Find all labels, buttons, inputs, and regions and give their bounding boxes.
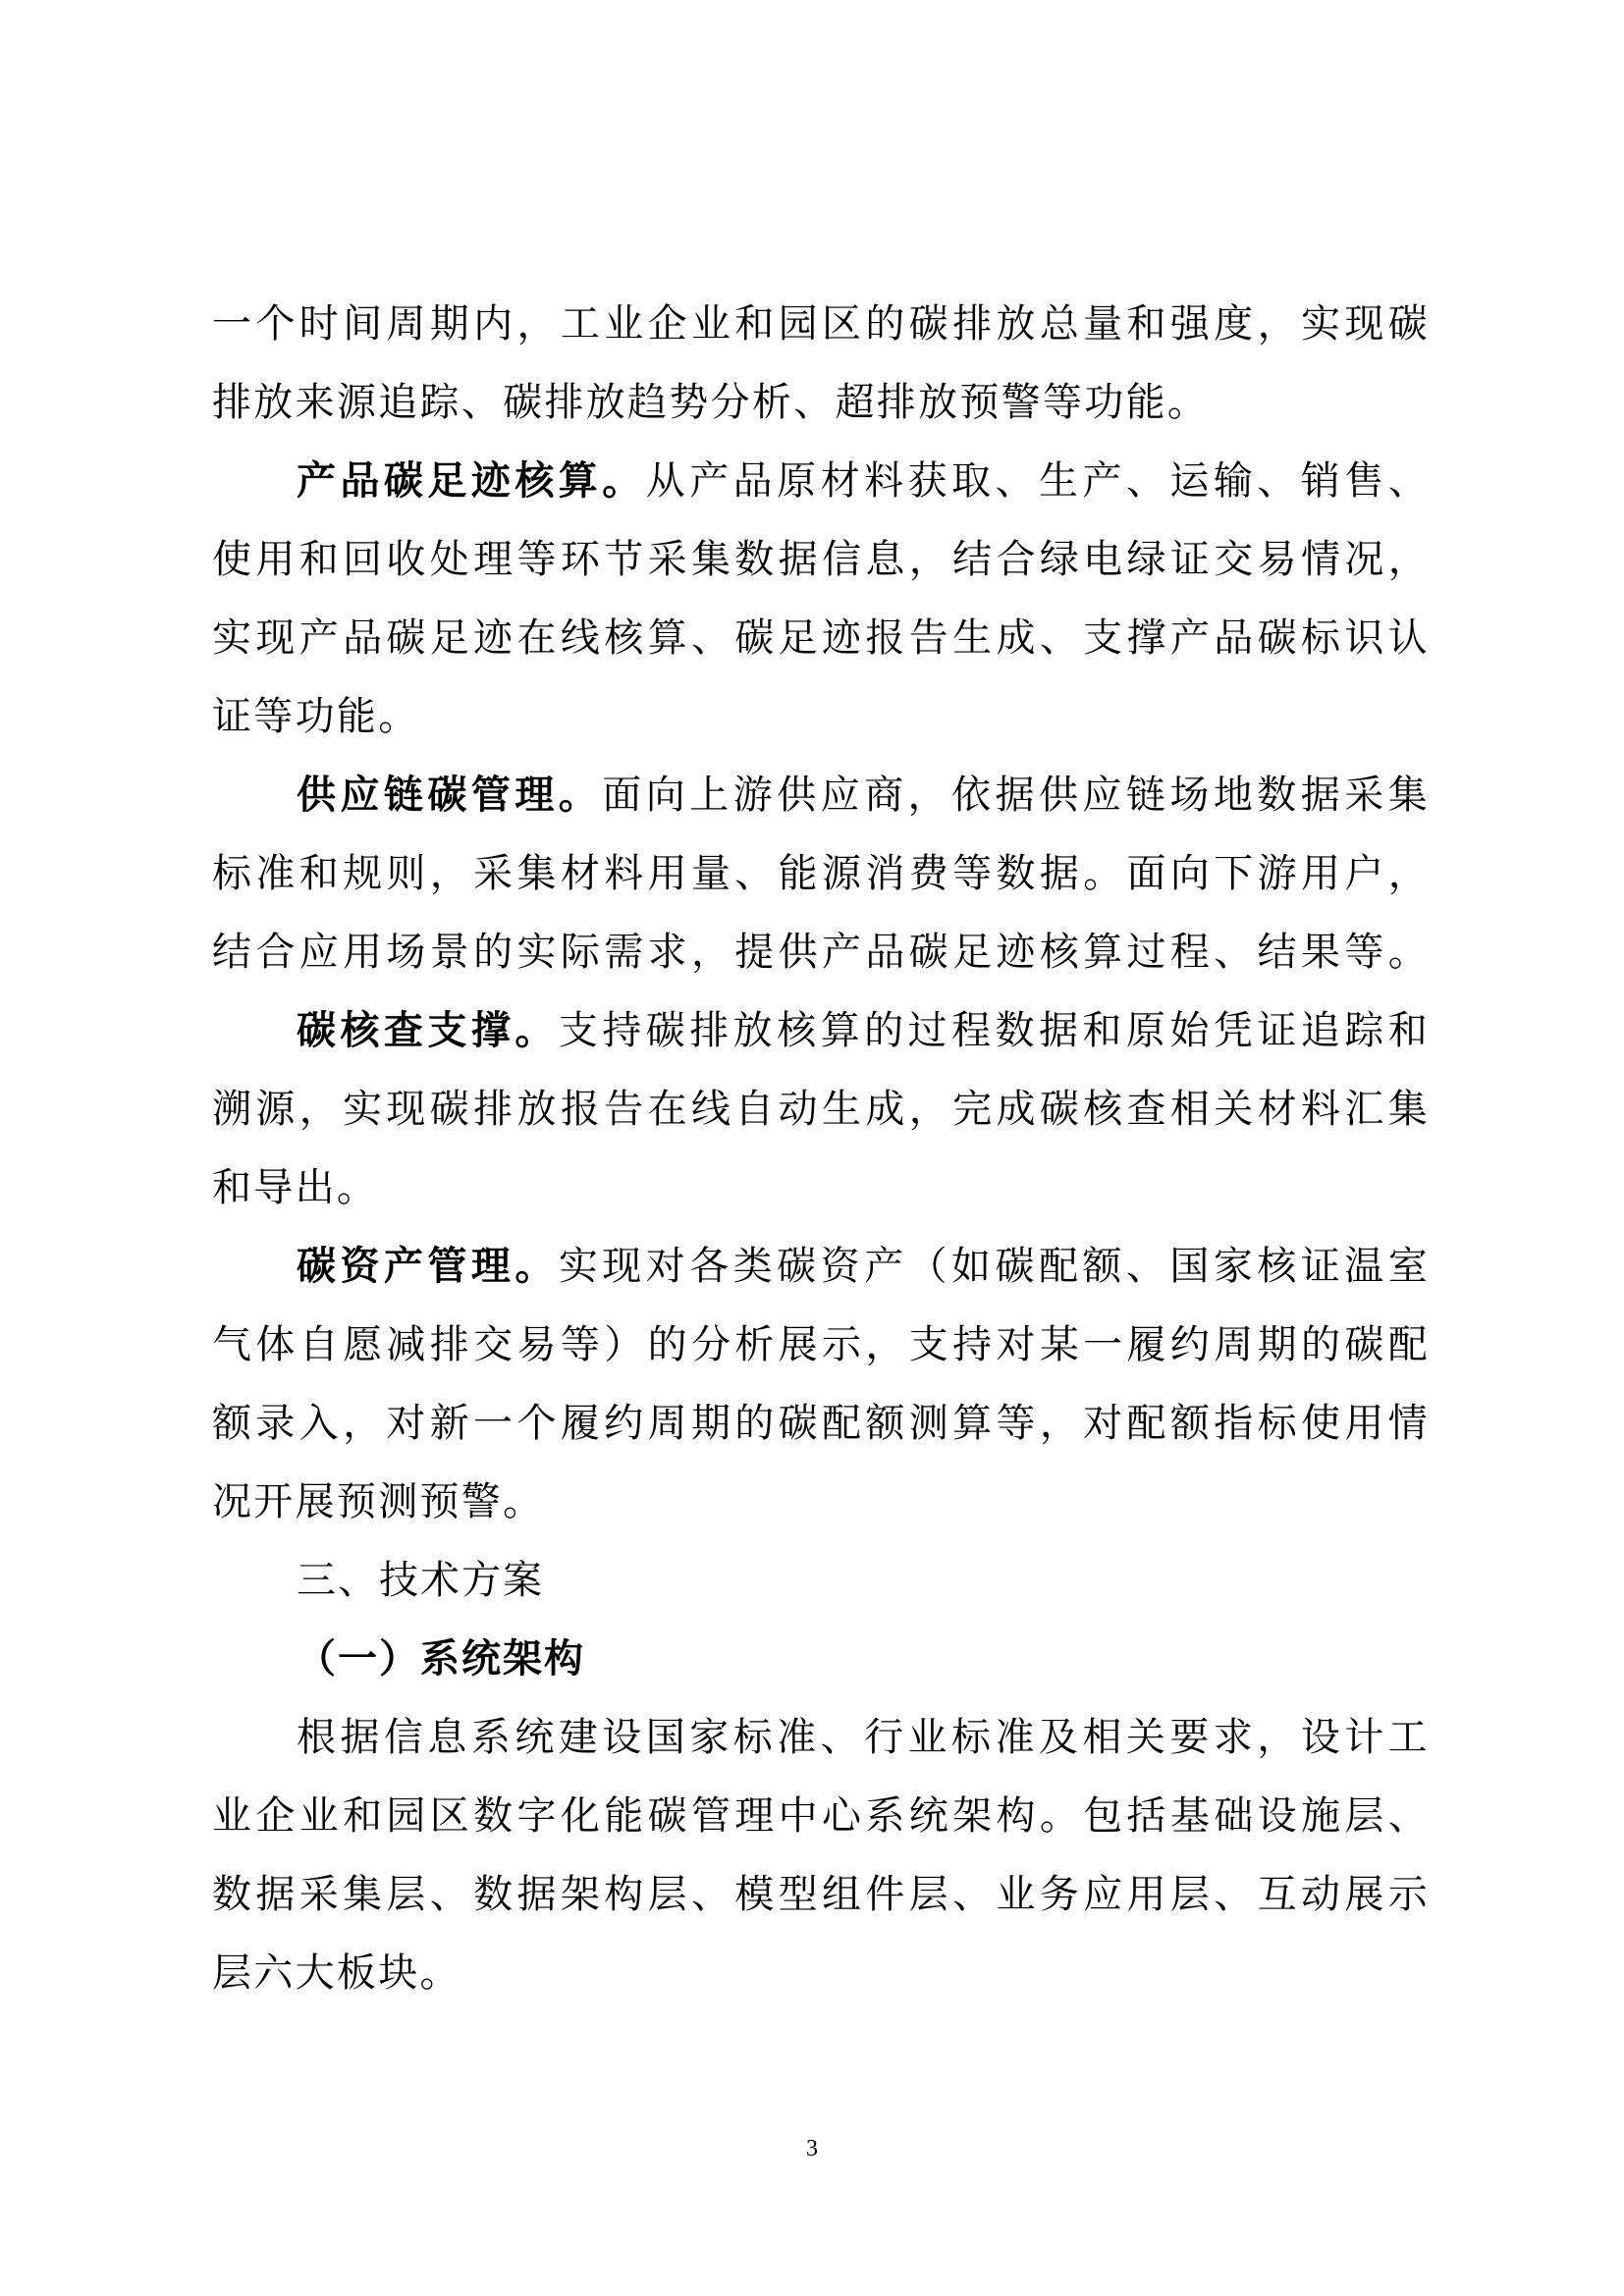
paragraph-lead: 碳核查支撑。 (297, 1007, 559, 1053)
paragraph-carbon-verification (212, 991, 1430, 1227)
paragraph-supply-chain-carbon (212, 756, 1430, 991)
text-line (212, 756, 1430, 834)
text-line: 排放来源追踪、碳排放趋势分析、超排放预警等功能。 (212, 380, 1210, 425)
text-line: 和导出。 (212, 1165, 379, 1210)
text-line: 溯源，实现碳排放报告在线自动生成，完成碳核查相关材料汇集 (212, 1087, 1430, 1132)
paragraph-lead: 碳资产管理。 (297, 1243, 559, 1289)
text-line: 结合应用场景的实际需求，提供产品碳足迹核算过程、结果等。 (212, 930, 1430, 975)
subsection-heading: （一）系统架构 (297, 1635, 585, 1682)
text-line (212, 442, 1430, 520)
text-line (212, 1227, 1430, 1306)
text-line: 使用和回收处理等环节采集数据信息，结合绿电绿证交易情况， (212, 537, 1430, 582)
paragraph-text: 实现对各类碳资产（如碳配额、国家核证温室 (558, 1244, 1430, 1289)
paragraph-lead: 产品碳足迹核算。 (297, 457, 646, 504)
text-line: 层六大板块。 (212, 1950, 461, 1996)
text-line: 标准和规则，采集材料用量、能源消费等数据。面向下游用户， (212, 851, 1430, 896)
text-line: 业企业和园区数字化能碳管理中心系统架构。包括基础设施层、 (212, 1793, 1430, 1839)
text-line: 数据采集层、数据架构层、模型组件层、业务应用层、互动展示 (212, 1872, 1430, 1917)
paragraph-lead: 供应链碳管理。 (297, 772, 603, 818)
paragraph-system-architecture (212, 1698, 1430, 2012)
paragraph-continuation (212, 285, 1430, 442)
paragraph-text: 支持碳排放核算的过程数据和原始凭证追踪和 (558, 1008, 1430, 1053)
paragraph-text: 从产品原材料获取、生产、运输、销售、 (645, 458, 1430, 504)
page-number: 3 (806, 2136, 818, 2162)
text-line: 额录入，对新一个履约周期的碳配额测算等，对配额指标使用情 (212, 1401, 1430, 1446)
text-line: 实现产品碳足迹在线核算、碳足迹报告生成、支撑产品碳标识认 (212, 615, 1430, 661)
text-line: 况开展预测预警。 (212, 1479, 545, 1524)
paragraph-text: 面向上游供应商，依据供应链场地数据采集 (602, 773, 1430, 818)
text-line: 根据信息系统建设国家标准、行业标准及相关要求，设计工 (297, 1715, 1430, 1760)
text-line (212, 991, 1430, 1070)
page-body (212, 285, 1430, 2012)
paragraph-product-carbon-footprint (212, 442, 1430, 756)
paragraph-carbon-asset-management (212, 1227, 1430, 1541)
text-line: 气体自愿减排交易等）的分析展示，支持对某一履约周期的碳配 (212, 1322, 1430, 1367)
text-line: 一个时间周期内，工业企业和园区的碳排放总量和强度，实现碳 (212, 301, 1430, 347)
section-heading: 三、技术方案 (297, 1558, 544, 1603)
text-line: 证等功能。 (212, 694, 420, 739)
